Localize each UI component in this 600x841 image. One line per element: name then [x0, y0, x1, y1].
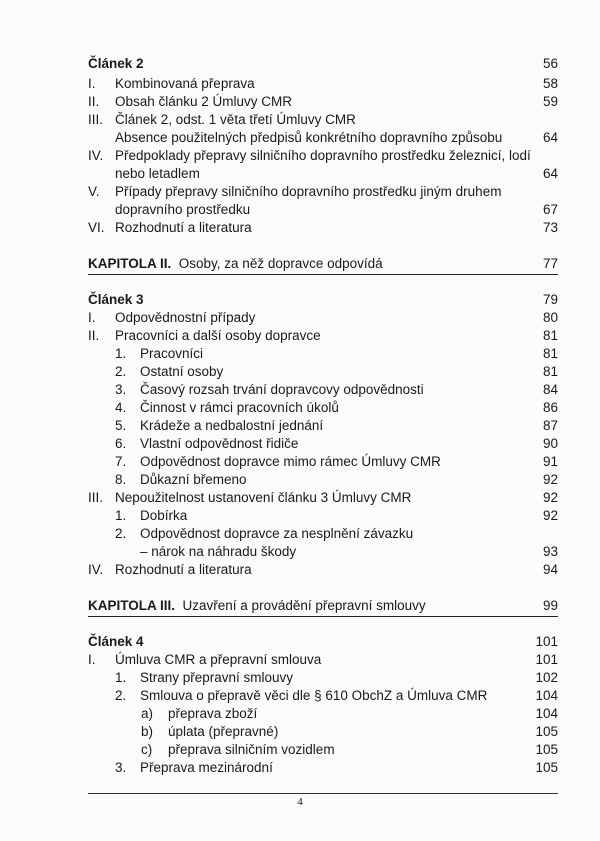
entry-page-number: 102: [535, 670, 558, 685]
entry-number: III.: [88, 490, 104, 505]
entry-title: Ostatní osoby: [140, 364, 224, 379]
entry-title: Odpovědnostní případy: [115, 310, 256, 325]
entry-title: Předpoklady přepravy silničního dopravního prostředku železnicí, lodí: [115, 148, 531, 163]
entry-title: přeprava silničním vozidlem: [168, 742, 335, 757]
entry-page-number: 79: [542, 292, 558, 307]
entry-page-number: 80: [542, 310, 558, 325]
chapter-label: KAPITOLA III.: [88, 598, 176, 613]
toc-entry: [88, 669, 558, 687]
entry-title: Odpovědnost dopravce za nesplnění závazku: [140, 526, 414, 541]
toc-entry: [88, 471, 558, 489]
entry-number: 6.: [115, 436, 127, 451]
entry-number: 2.: [115, 688, 127, 703]
toc-entry-continuation: [88, 201, 558, 219]
entry-number: 3.: [115, 760, 127, 775]
entry-number: 4.: [115, 400, 127, 415]
entry-title: Kombinovaná přeprava: [115, 76, 255, 91]
entry-title: Časový rozsah trvání dopravcovy odpovědnosti: [140, 382, 424, 397]
entry-page-number: 64: [542, 130, 558, 145]
entry-title: Důkazní břemeno: [140, 472, 247, 487]
entry-title: Pracovníci a další osoby dopravce: [115, 328, 321, 343]
toc-entry-continuation: [88, 165, 558, 183]
toc-entry: [88, 381, 558, 399]
entry-page-number: 105: [535, 742, 558, 757]
toc-entry: [88, 561, 558, 579]
entry-number: II.: [88, 94, 100, 109]
toc-entry: [88, 705, 558, 723]
entry-number: 1.: [115, 346, 127, 361]
entry-number: VI.: [88, 220, 105, 235]
page-number: 4: [297, 796, 303, 808]
toc-entry: [88, 741, 558, 759]
entry-number: V.: [88, 184, 100, 199]
entry-number: IV.: [88, 148, 104, 163]
chapter-heading: [88, 597, 558, 617]
toc-entry: [88, 309, 558, 327]
entry-page-number: 73: [542, 220, 558, 235]
entry-page-number: 101: [535, 652, 558, 667]
entry-title: – nárok na náhradu škody: [140, 544, 297, 559]
entry-page-number: 94: [542, 562, 558, 577]
entry-title: Smlouva o přepravě věci dle § 610 ObchZ a Úmluva CMR: [140, 688, 488, 703]
entry-title: Úmluva CMR a přepravní smlouva: [115, 652, 322, 667]
entry-title: Článek 2, odst. 1 věta třetí Úmluvy CMR: [115, 112, 356, 127]
entry-number: 7.: [115, 454, 127, 469]
toc-entry: [88, 489, 558, 507]
entry-page-number: 64: [542, 166, 558, 181]
toc-entry: [88, 327, 558, 345]
entry-page-number: 56: [542, 56, 558, 71]
entry-page-number: 67: [542, 202, 558, 217]
entry-number: 5.: [115, 418, 127, 433]
toc-entry: [88, 723, 558, 741]
entry-page-number: 84: [542, 382, 558, 397]
entry-title: Krádeže a nedbalostní jednání: [140, 418, 324, 433]
entry-page-number: 81: [542, 328, 558, 343]
entry-title: Článek 3: [88, 292, 144, 307]
toc-entry-continuation: [88, 543, 558, 561]
entry-title: přeprava zboží: [168, 706, 258, 721]
entry-page-number: 87: [542, 418, 558, 433]
toc-entry: [88, 759, 558, 777]
toc-entry: [88, 363, 558, 381]
entry-page-number: 99: [542, 598, 558, 613]
toc-entry: [88, 75, 558, 93]
entry-title: Odpovědnost dopravce mimo rámec Úmluvy CMR: [140, 454, 441, 469]
entry-number: IV.: [88, 562, 104, 577]
entry-title: Případy přepravy silničního dopravního prostředku jiným druhem: [115, 184, 502, 199]
entry-page-number: 81: [542, 364, 558, 379]
toc-entry: [88, 345, 558, 363]
entry-title: úplata (přepravné): [168, 724, 279, 739]
toc-entry-continuation: [88, 129, 558, 147]
entry-page-number: 92: [542, 508, 558, 523]
section-heading: [88, 55, 558, 73]
toc-entry: [88, 93, 558, 111]
toc-entry: [88, 399, 558, 417]
section-heading: [88, 633, 558, 651]
entry-page-number: 77: [542, 256, 558, 271]
toc-entry: [88, 435, 558, 453]
footer-divider: [88, 793, 558, 794]
entry-page-number: 90: [542, 436, 558, 451]
toc-entry: [88, 687, 558, 705]
entry-title: dopravního prostředku: [115, 202, 251, 217]
toc-entry: [88, 525, 558, 543]
entry-page-number: 93: [542, 544, 558, 559]
entry-page-number: 101: [535, 634, 558, 649]
entry-page-number: 105: [535, 724, 558, 739]
entry-title: Vlastní odpovědnost řidiče: [140, 436, 299, 451]
entry-page-number: 91: [542, 454, 558, 469]
entry-number: 3.: [115, 382, 127, 397]
entry-title: nebo letadlem: [115, 166, 200, 181]
entry-page-number: 104: [535, 688, 558, 703]
entry-page-number: 81: [542, 346, 558, 361]
entry-title: Strany přepravní smlouvy: [140, 670, 294, 685]
entry-page-number: 59: [542, 94, 558, 109]
toc-entry: [88, 651, 558, 669]
chapter-heading: [88, 255, 558, 275]
entry-title: Dobírka: [140, 508, 188, 523]
entry-page-number: 105: [535, 760, 558, 775]
toc-entry: [88, 111, 558, 129]
entry-number: c): [141, 742, 153, 757]
toc-entry: [88, 147, 558, 165]
entry-title: Rozhodnutí a literatura: [115, 562, 252, 577]
toc-entry: [88, 183, 558, 201]
entry-number: I.: [88, 310, 96, 325]
entry-title: Obsah článku 2 Úmluvy CMR: [115, 94, 293, 109]
entry-number: I.: [88, 76, 96, 91]
toc-entry: [88, 453, 558, 471]
entry-number: b): [141, 724, 154, 739]
entry-number: 8.: [115, 472, 127, 487]
entry-number: a): [141, 706, 154, 721]
entry-page-number: 92: [542, 472, 558, 487]
chapter-label: KAPITOLA II.: [88, 256, 172, 271]
entry-page-number: 58: [542, 76, 558, 91]
toc-entry: [88, 507, 558, 525]
entry-title: Činnost v rámci pracovních úkolů: [140, 400, 339, 415]
chapter-name: Uzavření a provádění přepravní smlouvy: [182, 598, 426, 613]
entry-title: Rozhodnutí a literatura: [115, 220, 252, 235]
entry-number: 1.: [115, 508, 127, 523]
entry-number: 1.: [115, 670, 127, 685]
entry-page-number: 104: [535, 706, 558, 721]
entry-number: I.: [88, 652, 96, 667]
entry-title: Absence použitelných předpisů konkrétního dopravního způsobu: [115, 130, 503, 145]
section-heading: [88, 291, 558, 309]
entry-title: Článek 4: [88, 634, 144, 649]
entry-page-number: 86: [542, 400, 558, 415]
entry-number: 2.: [115, 526, 127, 541]
toc-entry: [88, 219, 558, 237]
entry-number: 2.: [115, 364, 127, 379]
entry-number: III.: [88, 112, 104, 127]
entry-page-number: 92: [542, 490, 558, 505]
chapter-name: Osoby, za něž dopravce odpovídá: [178, 256, 383, 271]
toc-entry: [88, 417, 558, 435]
entry-title: Pracovníci: [140, 346, 204, 361]
entry-title: Přeprava mezinárodní: [140, 760, 273, 775]
entry-number: II.: [88, 328, 100, 343]
entry-title: Článek 2: [88, 56, 144, 71]
chapter-title: [88, 255, 383, 273]
entry-title: Nepoužitelnost ustanovení článku 3 Úmluvy CMR: [115, 490, 412, 505]
chapter-title: [88, 597, 426, 615]
